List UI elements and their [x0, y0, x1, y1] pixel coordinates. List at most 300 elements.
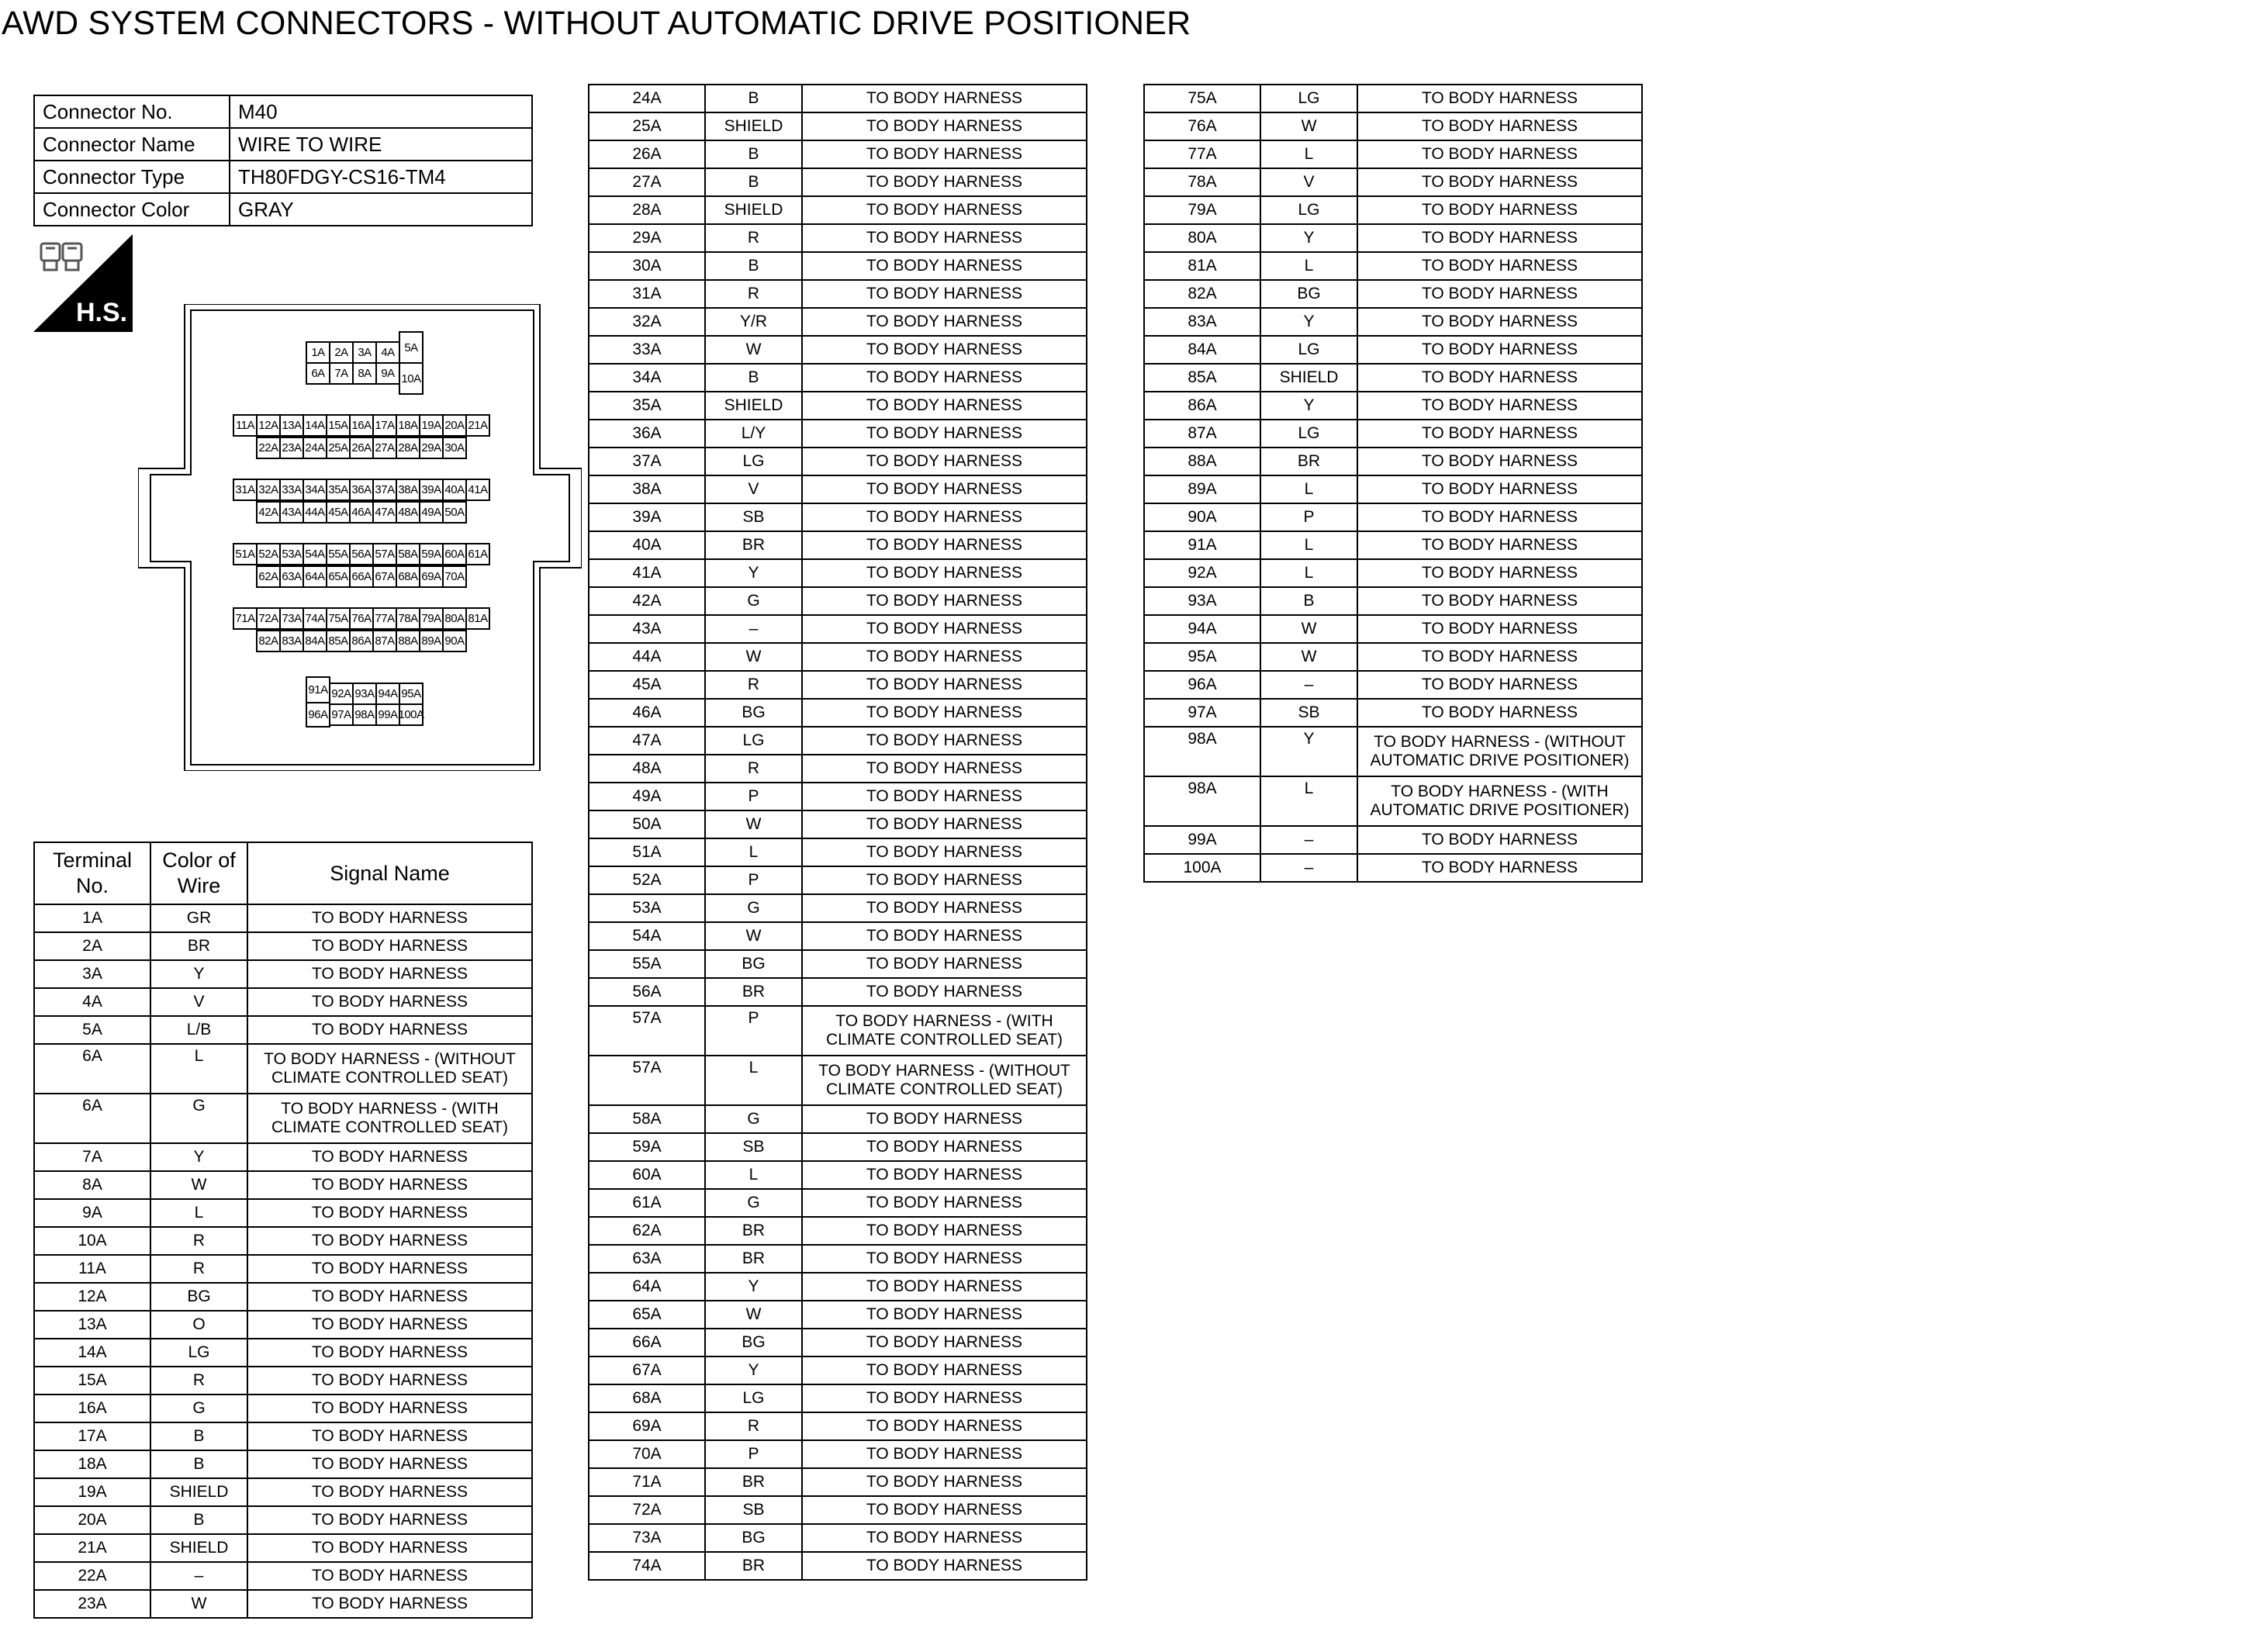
signal-name-cell: TO BODY HARNESS [802, 1161, 1087, 1189]
terminal-table-left [33, 842, 533, 1619]
terminal-no-cell: 70A [589, 1440, 705, 1468]
terminal-no-cell: 82A [1144, 280, 1260, 308]
wire-color-cell: BR [705, 531, 802, 559]
table-row [589, 140, 1087, 168]
harness-side-icon [33, 234, 133, 332]
terminal-no-cell: 90A [1144, 503, 1260, 531]
connector-pin: 4A [375, 341, 400, 364]
wire-color-cell: BG [705, 1329, 802, 1357]
connector-pin: 9A [375, 362, 400, 385]
connector-pin: 35A [326, 479, 351, 501]
wire-color-cell: BG [1260, 280, 1357, 308]
signal-name-cell: TO BODY HARNESS [802, 1105, 1087, 1133]
signal-name-cell: TO BODY HARNESS [1357, 448, 1642, 475]
connector-pin: 61A [465, 543, 490, 565]
table-row [1144, 112, 1642, 140]
connector-pin: 79A [419, 607, 444, 630]
connector-pin: 87A [372, 630, 397, 652]
signal-name-cell: TO BODY HARNESS [802, 1133, 1087, 1161]
terminal-no-cell: 72A [589, 1496, 705, 1524]
signal-name-cell: TO BODY HARNESS [802, 420, 1087, 448]
table-row [34, 932, 532, 960]
terminal-no-cell: 32A [589, 308, 705, 336]
wire-color-cell: B [1260, 587, 1357, 615]
wire-color-cell: B [150, 1506, 247, 1534]
signal-name-cell: TO BODY HARNESS - (WITH CLIMATE CONTROLLED SEAT) [802, 1006, 1087, 1056]
wire-color-cell: BG [705, 699, 802, 727]
info-value: M40 [230, 95, 532, 128]
terminal-no-cell: 65A [589, 1301, 705, 1329]
wire-color-cell: L [1260, 475, 1357, 503]
wire-color-cell: SHIELD [1260, 364, 1357, 392]
wire-color-cell: L/B [150, 1016, 247, 1044]
table-row [34, 1562, 532, 1590]
signal-name-cell: TO BODY HARNESS [802, 894, 1087, 922]
signal-name-cell: TO BODY HARNESS [1357, 503, 1642, 531]
table-row [589, 196, 1087, 224]
wire-color-cell: L/Y [705, 420, 802, 448]
terminal-no-cell: 4A [34, 988, 150, 1016]
signal-name-cell: TO BODY HARNESS [247, 1227, 532, 1255]
table-row [589, 1329, 1087, 1357]
signal-name-cell: TO BODY HARNESS [1357, 475, 1642, 503]
terminal-no-cell: 97A [1144, 699, 1260, 727]
table-row [589, 308, 1087, 336]
terminal-no-cell: 1A [34, 904, 150, 932]
terminal-no-cell: 67A [589, 1357, 705, 1384]
terminal-no-cell: 27A [589, 168, 705, 196]
wire-color-cell: LG [705, 448, 802, 475]
connector-info-table [33, 95, 533, 226]
wire-color-cell: P [705, 1440, 802, 1468]
wire-color-cell: O [150, 1311, 247, 1339]
signal-name-cell: TO BODY HARNESS [247, 1255, 532, 1283]
connector-pin: 45A [326, 501, 351, 524]
connector-pin: 64A [303, 565, 327, 588]
connector-pin: 66A [349, 565, 374, 588]
connector-pin: 13A [279, 414, 304, 437]
wire-color-cell: Y [705, 1273, 802, 1301]
signal-name-cell: TO BODY HARNESS [802, 810, 1087, 838]
terminal-no-cell: 37A [589, 448, 705, 475]
terminal-no-cell: 96A [1144, 671, 1260, 699]
wire-color-cell: R [705, 671, 802, 699]
signal-name-cell: TO BODY HARNESS [802, 448, 1087, 475]
wire-color-cell: V [150, 988, 247, 1016]
table-row [1144, 671, 1642, 699]
wire-color-cell: GR [150, 904, 247, 932]
wire-color-cell: LG [1260, 85, 1357, 112]
terminal-rows [34, 904, 532, 1618]
table-row [589, 1468, 1087, 1496]
connector-pin: 99A [375, 703, 400, 726]
connector-pin: 76A [349, 607, 374, 630]
connector-pin: 88A [396, 630, 420, 652]
signal-name-cell: TO BODY HARNESS [802, 280, 1087, 308]
wire-color-cell: R [705, 1412, 802, 1440]
terminal-no-cell: 69A [589, 1412, 705, 1440]
connector-pin: 98A [352, 703, 377, 726]
wire-color-cell: G [705, 1189, 802, 1217]
signal-name-cell: TO BODY HARNESS [247, 1311, 532, 1339]
wire-color-cell: R [150, 1367, 247, 1395]
terminal-no-cell: 14A [34, 1339, 150, 1367]
table-row [1144, 336, 1642, 364]
info-row [34, 95, 532, 128]
table-row [589, 531, 1087, 559]
signal-name-cell: TO BODY HARNESS [1357, 531, 1642, 559]
info-row [34, 128, 532, 161]
terminal-no-cell: 95A [1144, 643, 1260, 671]
signal-name-cell: TO BODY HARNESS [247, 1199, 532, 1227]
table-row [589, 671, 1087, 699]
signal-name-cell: TO BODY HARNESS [247, 1395, 532, 1422]
wire-color-cell: SHIELD [705, 112, 802, 140]
connector-pin: 29A [419, 437, 444, 459]
wire-color-cell: SB [705, 1496, 802, 1524]
hs-label: H.S. [75, 298, 128, 327]
wire-color-cell: R [150, 1227, 247, 1255]
table-row [1144, 699, 1642, 727]
signal-name-cell: TO BODY HARNESS [1357, 112, 1642, 140]
connector-pin: 74A [303, 607, 327, 630]
table-row [589, 922, 1087, 950]
table-row [589, 1412, 1087, 1440]
connector-pin: 20A [442, 414, 467, 437]
wire-color-cell: B [705, 140, 802, 168]
table-header-row [34, 842, 532, 904]
terminal-no-cell: 64A [589, 1273, 705, 1301]
table-row [1144, 615, 1642, 643]
connector-pin: 54A [303, 543, 327, 565]
table-row [589, 1245, 1087, 1273]
connector-pin: 96A [306, 702, 330, 728]
wire-color-cell: R [705, 280, 802, 308]
wire-color-cell: B [705, 364, 802, 392]
wire-color-cell: BR [150, 932, 247, 960]
connector-pin: 52A [256, 543, 281, 565]
table-row [34, 1283, 532, 1311]
signal-name-cell: TO BODY HARNESS [802, 140, 1087, 168]
wire-color-cell: Y [1260, 727, 1357, 776]
terminal-no-cell: 62A [589, 1217, 705, 1245]
wire-color-cell: BR [1260, 448, 1357, 475]
signal-name-cell: TO BODY HARNESS [802, 1496, 1087, 1524]
wire-color-cell: B [705, 85, 802, 112]
connector-pin: 24A [303, 437, 327, 459]
terminal-no-cell: 33A [589, 336, 705, 364]
terminal-no-cell: 76A [1144, 112, 1260, 140]
wire-color-cell: SB [705, 1133, 802, 1161]
connector-pin: 95A [399, 683, 424, 705]
info-value: TH80FDGY-CS16-TM4 [230, 161, 532, 193]
table-row [1144, 420, 1642, 448]
table-row [1144, 559, 1642, 587]
table-row [589, 1440, 1087, 1468]
terminal-no-cell: 99A [1144, 826, 1260, 854]
connector-pin: 39A [419, 479, 444, 501]
table-row [34, 1094, 532, 1143]
table-row [589, 643, 1087, 671]
terminal-no-cell: 15A [34, 1367, 150, 1395]
table-row [589, 503, 1087, 531]
table-row [589, 755, 1087, 783]
wire-color-cell: BR [705, 1468, 802, 1496]
table-row [1144, 475, 1642, 503]
terminal-no-cell: 19A [34, 1478, 150, 1506]
signal-name-cell: TO BODY HARNESS [1357, 252, 1642, 280]
table-row [34, 1143, 532, 1171]
signal-name-cell: TO BODY HARNESS - (WITHOUT CLIMATE CONTROLLED SEAT) [802, 1056, 1087, 1105]
info-row [34, 161, 532, 193]
terminal-no-cell: 57A [589, 1006, 705, 1056]
terminal-no-cell: 92A [1144, 559, 1260, 587]
connector-pin: 57A [372, 543, 397, 565]
signal-name-cell: TO BODY HARNESS [802, 1440, 1087, 1468]
signal-name-cell: TO BODY HARNESS [247, 1016, 532, 1044]
terminal-no-cell: 74A [589, 1552, 705, 1580]
wire-color-cell: P [705, 783, 802, 810]
terminal-no-cell: 52A [589, 866, 705, 894]
table-row [589, 950, 1087, 978]
wire-color-cell: Y [705, 559, 802, 587]
info-value: WIRE TO WIRE [230, 128, 532, 161]
connector-pin: 19A [419, 414, 444, 437]
wire-color-cell: – [1260, 671, 1357, 699]
table-row [1144, 854, 1642, 882]
table-row [1144, 727, 1642, 776]
connector-pin: 10A [399, 362, 424, 395]
wire-color-cell: BG [150, 1283, 247, 1311]
signal-name-cell: TO BODY HARNESS [247, 1367, 532, 1395]
table-row [589, 727, 1087, 755]
terminal-no-cell: 61A [589, 1189, 705, 1217]
signal-name-cell: TO BODY HARNESS [802, 1552, 1087, 1580]
connector-pin: 26A [349, 437, 374, 459]
terminal-no-cell: 55A [589, 950, 705, 978]
table-row [589, 475, 1087, 503]
terminal-no-cell: 21A [34, 1534, 150, 1562]
wire-color-cell: L [150, 1044, 247, 1094]
table-row [589, 559, 1087, 587]
table-row [589, 1161, 1087, 1189]
signal-name-cell: TO BODY HARNESS [802, 1189, 1087, 1217]
terminal-no-cell: 17A [34, 1422, 150, 1450]
connector-pin: 11A [233, 414, 258, 437]
signal-name-cell: TO BODY HARNESS [247, 1478, 532, 1506]
terminal-no-cell: 85A [1144, 364, 1260, 392]
connector-pin: 44A [303, 501, 327, 524]
signal-name-cell: TO BODY HARNESS [247, 1171, 532, 1199]
terminal-no-cell: 89A [1144, 475, 1260, 503]
table-row [34, 1590, 532, 1618]
signal-name-cell: TO BODY HARNESS - (WITHOUT CLIMATE CONTROLLED SEAT) [247, 1044, 532, 1094]
terminal-no-cell: 24A [589, 85, 705, 112]
connector-pin: 7A [329, 362, 354, 385]
connector-pin: 42A [256, 501, 281, 524]
terminal-no-cell: 46A [589, 699, 705, 727]
wire-color-cell: W [150, 1590, 247, 1618]
table-row [589, 336, 1087, 364]
terminal-no-cell: 73A [589, 1524, 705, 1552]
connector-pin: 34A [303, 479, 327, 501]
connector-pin: 3A [352, 341, 377, 364]
terminal-no-cell: 53A [589, 894, 705, 922]
signal-name-cell: TO BODY HARNESS [802, 838, 1087, 866]
connector-pin: 59A [419, 543, 444, 565]
wire-color-cell: V [1260, 168, 1357, 196]
signal-name-cell: TO BODY HARNESS [1357, 196, 1642, 224]
signal-name-cell: TO BODY HARNESS [802, 336, 1087, 364]
wire-color-cell: Y [150, 1143, 247, 1171]
table-row [589, 392, 1087, 420]
connector-pin: 69A [419, 565, 444, 588]
terminal-no-cell: 68A [589, 1384, 705, 1412]
table-row [1144, 85, 1642, 112]
wire-color-cell: L [1260, 531, 1357, 559]
terminal-no-cell: 59A [589, 1133, 705, 1161]
table-row [589, 978, 1087, 1006]
table-row [34, 988, 532, 1016]
terminal-no-cell: 93A [1144, 587, 1260, 615]
signal-name-cell: TO BODY HARNESS [247, 1562, 532, 1590]
table-row [589, 615, 1087, 643]
connector-pin: 43A [279, 501, 304, 524]
signal-name-cell: TO BODY HARNESS - (WITHOUT AUTOMATIC DRIVE POSITIONER) [1357, 727, 1642, 776]
signal-name-cell: TO BODY HARNESS [802, 950, 1087, 978]
wire-color-cell: B [705, 168, 802, 196]
wire-color-cell: B [150, 1450, 247, 1478]
wire-color-cell: P [705, 866, 802, 894]
table-row [589, 252, 1087, 280]
terminal-no-cell: 25A [589, 112, 705, 140]
wire-color-cell: W [705, 336, 802, 364]
table-row [1144, 140, 1642, 168]
signal-name-cell: TO BODY HARNESS [802, 699, 1087, 727]
signal-name-cell: TO BODY HARNESS [1357, 336, 1642, 364]
signal-name-cell: TO BODY HARNESS [1357, 615, 1642, 643]
table-row [1144, 531, 1642, 559]
connector-pin: 33A [279, 479, 304, 501]
wire-color-cell: W [705, 643, 802, 671]
table-row [589, 85, 1087, 112]
signal-name-cell: TO BODY HARNESS [1357, 671, 1642, 699]
connector-pin: 67A [372, 565, 397, 588]
terminal-no-cell: 81A [1144, 252, 1260, 280]
signal-name-cell: TO BODY HARNESS [247, 1283, 532, 1311]
wire-color-cell: – [150, 1562, 247, 1590]
connector-pin: 15A [326, 414, 351, 437]
connector-pin: 5A [399, 331, 424, 364]
wire-color-cell: W [705, 1301, 802, 1329]
connector-pin: 97A [329, 703, 354, 726]
table-row [34, 960, 532, 988]
signal-name-cell: TO BODY HARNESS [247, 1506, 532, 1534]
table-row [589, 1357, 1087, 1384]
connector-pin: 47A [372, 501, 397, 524]
info-label: Connector Type [34, 161, 230, 193]
wire-color-cell: LG [150, 1339, 247, 1367]
connector-pin: 91A [306, 676, 330, 703]
terminal-no-cell: 79A [1144, 196, 1260, 224]
table-row [589, 866, 1087, 894]
signal-name-cell: TO BODY HARNESS [802, 392, 1087, 420]
signal-name-cell: TO BODY HARNESS [1357, 308, 1642, 336]
connector-pin: 25A [326, 437, 351, 459]
connector-pin: 84A [303, 630, 327, 652]
signal-name-cell: TO BODY HARNESS [247, 904, 532, 932]
wire-color-cell: Y [150, 960, 247, 988]
wire-color-cell: L [705, 838, 802, 866]
terminal-no-cell: 2A [34, 932, 150, 960]
signal-name-cell: TO BODY HARNESS [1357, 85, 1642, 112]
terminal-no-cell: 56A [589, 978, 705, 1006]
table-row [589, 1496, 1087, 1524]
signal-name-cell: TO BODY HARNESS [802, 1357, 1087, 1384]
signal-name-cell: TO BODY HARNESS [802, 252, 1087, 280]
signal-name-cell: TO BODY HARNESS [802, 85, 1087, 112]
connector-pin: 31A [233, 479, 258, 501]
wire-color-header: Color of Wire [150, 842, 247, 904]
table-row [589, 1524, 1087, 1552]
wire-color-cell: BR [705, 1552, 802, 1580]
signal-name-cell: TO BODY HARNESS [802, 1329, 1087, 1357]
table-row [34, 1478, 532, 1506]
wire-color-cell: G [705, 1105, 802, 1133]
wire-color-cell: SHIELD [705, 392, 802, 420]
signal-name-cell: TO BODY HARNESS [802, 922, 1087, 950]
signal-name-cell: TO BODY HARNESS [1357, 224, 1642, 252]
terminal-no-cell: 40A [589, 531, 705, 559]
terminal-no-cell: 20A [34, 1506, 150, 1534]
connector-pin: 82A [256, 630, 281, 652]
table-row [34, 1395, 532, 1422]
terminal-rows [589, 85, 1087, 1580]
terminal-no-cell: 35A [589, 392, 705, 420]
table-row [34, 1227, 532, 1255]
connector-pin: 86A [349, 630, 374, 652]
wire-color-cell: L [1260, 776, 1357, 826]
table-row [34, 1534, 532, 1562]
signal-name-cell: TO BODY HARNESS [247, 1422, 532, 1450]
wire-color-cell: SHIELD [150, 1534, 247, 1562]
terminal-no-cell: 39A [589, 503, 705, 531]
connector-pin: 94A [375, 683, 400, 705]
terminal-no-cell: 30A [589, 252, 705, 280]
table-row [589, 1133, 1087, 1161]
table-row [589, 838, 1087, 866]
table-row [589, 1056, 1087, 1105]
signal-name-cell: TO BODY HARNESS [1357, 280, 1642, 308]
connector-pin: 28A [396, 437, 420, 459]
table-row [1144, 643, 1642, 671]
signal-name-cell: TO BODY HARNESS [802, 475, 1087, 503]
signal-name-cell: TO BODY HARNESS [802, 783, 1087, 810]
wire-color-cell: R [705, 755, 802, 783]
table-row [589, 810, 1087, 838]
terminal-no-cell: 49A [589, 783, 705, 810]
terminal-table-right [1143, 84, 1643, 883]
terminal-no-cell: 88A [1144, 448, 1260, 475]
table-row [1144, 252, 1642, 280]
connector-pin: 38A [396, 479, 420, 501]
connector-pin: 36A [349, 479, 374, 501]
signal-name-cell: TO BODY HARNESS [1357, 168, 1642, 196]
wire-color-cell: W [705, 810, 802, 838]
connector-face-diagram [138, 304, 582, 771]
terminal-no-cell: 98A [1144, 776, 1260, 826]
terminal-no-cell: 54A [589, 922, 705, 950]
